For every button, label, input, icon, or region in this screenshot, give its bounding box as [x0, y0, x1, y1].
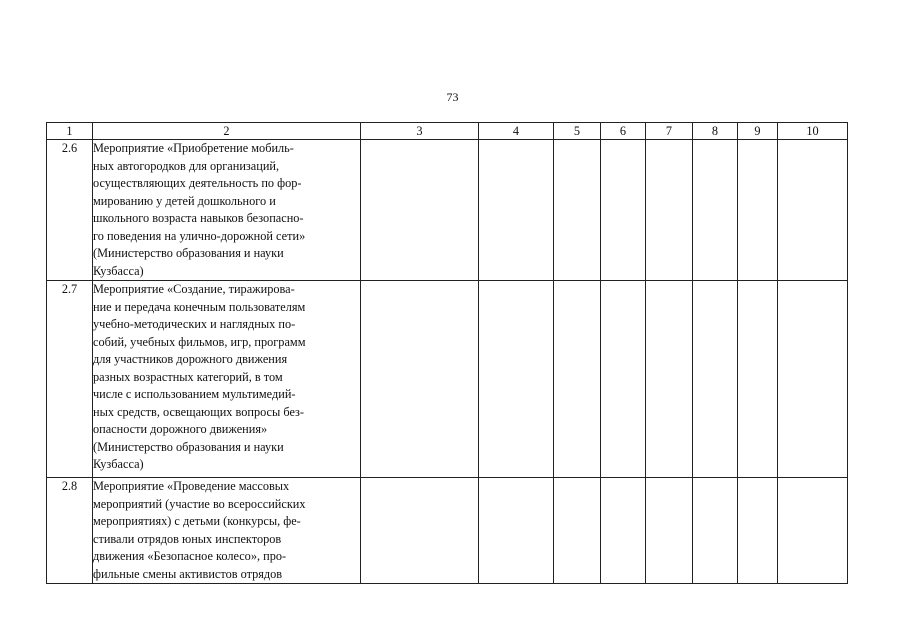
description-line: движения «Безопасное колесо», про-	[93, 549, 287, 563]
column-header-4: 4	[479, 123, 554, 140]
description-line: для участников дорожного движения	[93, 352, 288, 366]
description-line: ных автогородков для организаций,	[93, 158, 280, 173]
header-row	[47, 123, 848, 140]
empty-cell	[601, 281, 646, 478]
description-line: школьного возраста навыков безопасно-	[93, 211, 304, 225]
empty-cell	[601, 140, 646, 281]
empty-cell	[601, 478, 646, 584]
column-header-5: 5	[554, 123, 601, 140]
empty-cell	[738, 140, 778, 281]
row-description	[93, 281, 361, 478]
page-number: 73	[446, 90, 459, 104]
description-line: мероприятий (участие во всероссийских	[93, 496, 306, 511]
description-line: фильные смены активистов отрядов	[93, 566, 283, 581]
row-number: 2.8	[47, 478, 93, 584]
empty-cell	[646, 140, 693, 281]
column-header-7: 7	[646, 123, 693, 140]
description-line: Мероприятие «Приобретение мобиль-	[93, 141, 294, 155]
empty-cell	[554, 281, 601, 478]
description-line: осуществляющих деятельность по фор-	[93, 176, 302, 190]
empty-cell	[778, 281, 848, 478]
column-header-3: 3	[361, 123, 479, 140]
description-line: Мероприятие «Проведение массовых	[93, 479, 290, 493]
description-line: мированию у детей дошкольного и	[93, 193, 276, 208]
empty-cell	[693, 140, 738, 281]
description-line: собий, учебных фильмов, игр, программ	[93, 334, 306, 349]
row-description	[93, 140, 361, 281]
table-row	[47, 281, 848, 478]
column-header-9: 9	[738, 123, 778, 140]
description-line: Кузбасса)	[93, 263, 144, 278]
description-line: опасности дорожного движения»	[93, 422, 268, 436]
empty-cell	[693, 478, 738, 584]
program-table	[46, 122, 848, 584]
description-line: (Министерство образования и науки	[93, 246, 284, 260]
empty-cell	[646, 281, 693, 478]
description-line: стивали отрядов юных инспекторов	[93, 531, 282, 546]
description-line: учебно-методических и наглядных по-	[93, 317, 296, 331]
empty-cell	[361, 140, 479, 281]
table-row	[47, 478, 848, 584]
description-line: ных средств, освещающих вопросы без-	[93, 404, 305, 419]
description-line: Кузбасса)	[93, 457, 144, 471]
row-number: 2.7	[47, 281, 93, 478]
column-header-6: 6	[601, 123, 646, 140]
empty-cell	[778, 478, 848, 584]
description-line: Мероприятие «Создание, тиражирова-	[93, 282, 295, 296]
empty-cell	[361, 478, 479, 584]
empty-cell	[554, 478, 601, 584]
empty-cell	[479, 140, 554, 281]
empty-cell	[738, 478, 778, 584]
column-header-1: 1	[47, 123, 93, 140]
table-row	[47, 140, 848, 281]
empty-cell	[693, 281, 738, 478]
empty-cell	[738, 281, 778, 478]
empty-cell	[479, 478, 554, 584]
column-header-2: 2	[93, 123, 361, 140]
column-header-10: 10	[778, 123, 848, 140]
row-description	[93, 478, 361, 584]
empty-cell	[361, 281, 479, 478]
empty-cell	[646, 478, 693, 584]
description-line: числе с использованием мультимедий-	[93, 387, 296, 401]
description-line: ние и передача конечным пользователям	[93, 299, 306, 314]
empty-cell	[479, 281, 554, 478]
row-number: 2.6	[47, 140, 93, 281]
description-line: (Министерство образования и науки	[93, 439, 284, 454]
column-header-8: 8	[693, 123, 738, 140]
description-line: мероприятиях) с детьми (конкурсы, фе-	[93, 514, 301, 528]
empty-cell	[554, 140, 601, 281]
empty-cell	[778, 140, 848, 281]
description-line: разных возрастных категорий, в том	[93, 369, 283, 384]
description-line: го поведения на улично-дорожной сети»	[93, 228, 306, 243]
